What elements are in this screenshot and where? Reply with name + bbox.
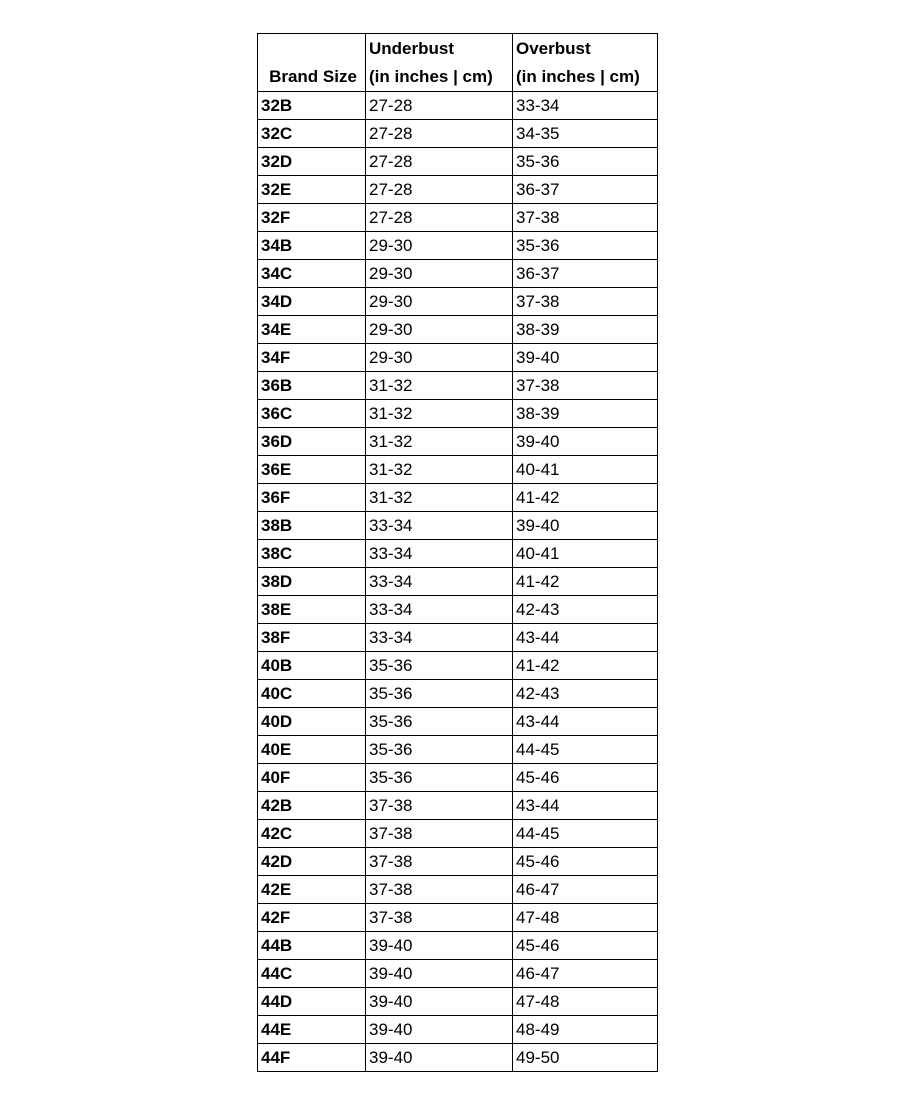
underbust-cell: 35-36: [366, 736, 513, 764]
header-row: [258, 34, 658, 63]
underbust-cell: 31-32: [366, 484, 513, 512]
size-cell: 44D: [258, 988, 366, 1016]
table-row: [258, 876, 658, 904]
table-row: [258, 176, 658, 204]
size-cell: 40F: [258, 764, 366, 792]
underbust-cell: 29-30: [366, 316, 513, 344]
table-row: [258, 596, 658, 624]
underbust-cell: 37-38: [366, 848, 513, 876]
table-row: [258, 512, 658, 540]
overbust-cell: 37-38: [513, 204, 658, 232]
size-cell: 42E: [258, 876, 366, 904]
overbust-cell: 37-38: [513, 288, 658, 316]
table-row: [258, 932, 658, 960]
brand-size-header: Brand Size: [258, 63, 366, 92]
underbust-cell: 39-40: [366, 988, 513, 1016]
underbust-cell: 31-32: [366, 456, 513, 484]
underbust-header: Underbust: [366, 34, 513, 63]
size-cell: 40B: [258, 652, 366, 680]
size-cell: 44F: [258, 1044, 366, 1072]
underbust-cell: 35-36: [366, 764, 513, 792]
overbust-cell: 44-45: [513, 820, 658, 848]
header-blank-cell: [258, 34, 366, 63]
overbust-cell: 37-38: [513, 372, 658, 400]
size-cell: 38C: [258, 540, 366, 568]
table-row: [258, 428, 658, 456]
table-row: [258, 316, 658, 344]
overbust-cell: 42-43: [513, 680, 658, 708]
underbust-cell: 27-28: [366, 92, 513, 120]
table-row: [258, 372, 658, 400]
overbust-header: Overbust: [513, 34, 658, 63]
overbust-cell: 35-36: [513, 148, 658, 176]
table-row: [258, 232, 658, 260]
size-cell: 40D: [258, 708, 366, 736]
table-row: [258, 92, 658, 120]
size-cell: 32B: [258, 92, 366, 120]
size-cell: 34E: [258, 316, 366, 344]
table-row: [258, 204, 658, 232]
size-cell: 44E: [258, 1016, 366, 1044]
overbust-cell: 38-39: [513, 400, 658, 428]
size-cell: 36D: [258, 428, 366, 456]
size-chart-table: [257, 33, 658, 1072]
table-row: [258, 344, 658, 372]
underbust-cell: 35-36: [366, 680, 513, 708]
overbust-cell: 36-37: [513, 176, 658, 204]
underbust-cell: 31-32: [366, 372, 513, 400]
underbust-cell: 33-34: [366, 624, 513, 652]
underbust-cell: 39-40: [366, 932, 513, 960]
size-cell: 38F: [258, 624, 366, 652]
overbust-cell: 44-45: [513, 736, 658, 764]
overbust-cell: 43-44: [513, 708, 658, 736]
underbust-cell: 33-34: [366, 596, 513, 624]
size-cell: 42C: [258, 820, 366, 848]
overbust-cell: 41-42: [513, 484, 658, 512]
table-row: [258, 736, 658, 764]
table-row: [258, 540, 658, 568]
size-cell: 34B: [258, 232, 366, 260]
overbust-cell: 47-48: [513, 988, 658, 1016]
table-row: [258, 1016, 658, 1044]
size-cell: 40C: [258, 680, 366, 708]
table-row: [258, 568, 658, 596]
underbust-cell: 35-36: [366, 708, 513, 736]
table-row: [258, 1044, 658, 1072]
header-row: [258, 63, 658, 92]
table-row: [258, 260, 658, 288]
underbust-cell: 29-30: [366, 288, 513, 316]
overbust-cell: 45-46: [513, 764, 658, 792]
underbust-cell: 33-34: [366, 540, 513, 568]
table-row: [258, 288, 658, 316]
table-row: [258, 624, 658, 652]
underbust-cell: 37-38: [366, 820, 513, 848]
overbust-cell: 46-47: [513, 876, 658, 904]
underbust-cell: 33-34: [366, 568, 513, 596]
underbust-cell: 39-40: [366, 1044, 513, 1072]
table-row: [258, 820, 658, 848]
table-row: [258, 148, 658, 176]
table-row: [258, 400, 658, 428]
size-cell: 44B: [258, 932, 366, 960]
underbust-cell: 31-32: [366, 400, 513, 428]
table-row: [258, 792, 658, 820]
size-cell: 32C: [258, 120, 366, 148]
overbust-cell: 43-44: [513, 624, 658, 652]
underbust-unit-header: (in inches | cm): [366, 63, 513, 92]
table-row: [258, 988, 658, 1016]
table-row: [258, 120, 658, 148]
table-row: [258, 708, 658, 736]
underbust-cell: 37-38: [366, 876, 513, 904]
size-cell: 42F: [258, 904, 366, 932]
underbust-cell: 37-38: [366, 904, 513, 932]
size-cell: 32F: [258, 204, 366, 232]
overbust-cell: 46-47: [513, 960, 658, 988]
size-cell: 36C: [258, 400, 366, 428]
overbust-cell: 45-46: [513, 932, 658, 960]
table-row: [258, 680, 658, 708]
underbust-cell: 27-28: [366, 204, 513, 232]
overbust-cell: 49-50: [513, 1044, 658, 1072]
underbust-cell: 29-30: [366, 232, 513, 260]
overbust-cell: 42-43: [513, 596, 658, 624]
overbust-cell: 34-35: [513, 120, 658, 148]
overbust-cell: 43-44: [513, 792, 658, 820]
table-row: [258, 960, 658, 988]
underbust-cell: 29-30: [366, 344, 513, 372]
table-row: [258, 652, 658, 680]
overbust-cell: 35-36: [513, 232, 658, 260]
table-row: [258, 904, 658, 932]
size-cell: 34F: [258, 344, 366, 372]
overbust-cell: 40-41: [513, 540, 658, 568]
table-row: [258, 764, 658, 792]
size-cell: 38E: [258, 596, 366, 624]
size-cell: 42B: [258, 792, 366, 820]
overbust-cell: 33-34: [513, 92, 658, 120]
overbust-cell: 41-42: [513, 652, 658, 680]
size-cell: 32E: [258, 176, 366, 204]
overbust-cell: 36-37: [513, 260, 658, 288]
overbust-cell: 40-41: [513, 456, 658, 484]
underbust-cell: 31-32: [366, 428, 513, 456]
size-cell: 34C: [258, 260, 366, 288]
overbust-cell: 45-46: [513, 848, 658, 876]
overbust-cell: 38-39: [513, 316, 658, 344]
size-cell: 36E: [258, 456, 366, 484]
size-cell: 36F: [258, 484, 366, 512]
underbust-cell: 37-38: [366, 792, 513, 820]
overbust-cell: 39-40: [513, 428, 658, 456]
underbust-cell: 39-40: [366, 960, 513, 988]
overbust-cell: 47-48: [513, 904, 658, 932]
underbust-cell: 39-40: [366, 1016, 513, 1044]
overbust-cell: 48-49: [513, 1016, 658, 1044]
size-cell: 44C: [258, 960, 366, 988]
underbust-cell: 27-28: [366, 120, 513, 148]
size-cell: 40E: [258, 736, 366, 764]
size-cell: 34D: [258, 288, 366, 316]
overbust-cell: 39-40: [513, 512, 658, 540]
size-cell: 32D: [258, 148, 366, 176]
table-row: [258, 848, 658, 876]
overbust-cell: 41-42: [513, 568, 658, 596]
size-cell: 38B: [258, 512, 366, 540]
size-cell: 36B: [258, 372, 366, 400]
size-cell: 42D: [258, 848, 366, 876]
underbust-cell: 33-34: [366, 512, 513, 540]
underbust-cell: 29-30: [366, 260, 513, 288]
size-cell: 38D: [258, 568, 366, 596]
overbust-unit-header: (in inches | cm): [513, 63, 658, 92]
underbust-cell: 27-28: [366, 148, 513, 176]
underbust-cell: 35-36: [366, 652, 513, 680]
table-row: [258, 456, 658, 484]
underbust-cell: 27-28: [366, 176, 513, 204]
table-row: [258, 484, 658, 512]
overbust-cell: 39-40: [513, 344, 658, 372]
